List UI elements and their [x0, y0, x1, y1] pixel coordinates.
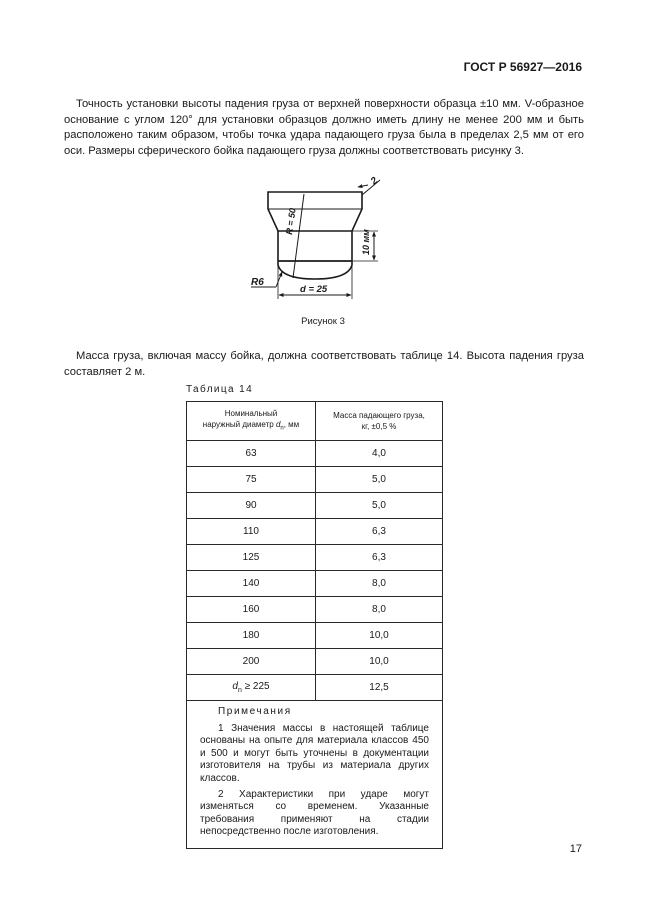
paragraph-drop-height — [64, 97, 584, 159]
cell-mass: 5,0 — [316, 467, 443, 493]
cell-diameter: 200 — [187, 649, 316, 675]
paragraph-mass — [64, 349, 584, 380]
last-row-value: ≥ 225 — [241, 681, 270, 692]
paragraph-mass-text: Масса груза, включая массу бойка, должна соответствовать таблице 14. Высота падения груза составляет 2 м. — [64, 350, 584, 378]
header-diameter-line1: Номинальный — [224, 408, 278, 418]
cell-mass-last: 12,5 — [316, 675, 443, 701]
cell-mass: 10,0 — [316, 649, 443, 675]
header-mass-line2: кг, — [361, 422, 372, 431]
diameter-label: d = 25 — [300, 284, 328, 295]
table-notes-row — [187, 701, 443, 849]
table-row — [187, 467, 443, 493]
page-number: 17 — [569, 843, 582, 855]
cell-diameter: 63 — [187, 441, 316, 467]
cell-mass: 8,0 — [316, 597, 443, 623]
mass-table — [186, 401, 443, 849]
table-row — [187, 597, 443, 623]
small-radius-arrow — [276, 272, 282, 287]
header-mass — [316, 402, 443, 441]
striker-drawing — [240, 175, 390, 305]
header-diameter-line2: наружный диаметр — [202, 419, 276, 429]
cell-diameter-last — [187, 675, 316, 701]
striker-top-outline — [268, 192, 362, 231]
cell-mass: 5,0 — [316, 493, 443, 519]
cell-mass: 4,0 — [316, 441, 443, 467]
cell-mass: 10,0 — [316, 623, 443, 649]
cell-diameter: 75 — [187, 467, 316, 493]
table-row — [187, 623, 443, 649]
cell-diameter: 110 — [187, 519, 316, 545]
last-row-sub: n — [237, 687, 242, 694]
cell-mass: 6,3 — [316, 545, 443, 571]
cell-diameter: 140 — [187, 571, 316, 597]
table-caption: Таблица 14 — [186, 384, 254, 395]
figure-striker-drawing — [240, 175, 390, 305]
notes-title: Примечания — [218, 706, 292, 717]
header-mass-line1: Масса падающего груза, — [333, 411, 425, 420]
table-header-row — [187, 402, 443, 441]
table-notes — [187, 701, 443, 849]
last-row-var: d — [232, 681, 238, 692]
figure-caption: Рисунок 3 — [301, 316, 345, 327]
header-diameter-sub: n — [280, 425, 284, 432]
table-row — [187, 649, 443, 675]
height-label: 10 мм — [361, 229, 371, 255]
header-diameter-unit: , мм — [283, 419, 300, 429]
table-row-last — [187, 675, 443, 701]
table-row — [187, 545, 443, 571]
note-2: 2 Характеристики при ударе могут изменяться со временем. Указанные требования применяют на стадии непосредственно после изготовления. — [200, 788, 429, 838]
header-diameter — [187, 402, 316, 441]
striker-spherical-head — [278, 261, 352, 279]
cell-mass: 6,3 — [316, 519, 443, 545]
paragraph-drop-height-text: Точность установки высоты падения груза от верхней поверхности образца ±10 мм. V-образное основание с углом 120° для установки образцов должно иметь длину не менее 200 мм и быть расположено таким образом, чтобы точка удара падающего груза была в пределах 2,5 мм от его оси. Размеры сферического бойка падающего груза должны соответствовать рисунку 3. — [64, 98, 584, 157]
document-code: ГОСТ Р 56927—2016 — [463, 60, 582, 74]
table-row — [187, 519, 443, 545]
radius-main-label: R = 50 — [284, 207, 298, 236]
note-1: 1 Значения массы в настоящей таблице основаны на опыте для материала классов 450 и 500 и могут быть уточнены в документации изготовителя на трубы из материала других классов. — [200, 722, 429, 784]
chamfer-label: 2 — [368, 175, 381, 188]
cell-diameter: 125 — [187, 545, 316, 571]
header-mass-tolerance: ±0,5 % — [371, 422, 397, 431]
small-radius-label: R6 — [251, 277, 264, 288]
cell-diameter: 160 — [187, 597, 316, 623]
table-row — [187, 493, 443, 519]
table-row — [187, 441, 443, 467]
cell-diameter: 180 — [187, 623, 316, 649]
radius-leader-line — [293, 194, 304, 278]
chamfer-arrow — [358, 185, 368, 187]
header-diameter-var: d — [275, 419, 281, 429]
cell-mass: 8,0 — [316, 571, 443, 597]
cell-diameter: 90 — [187, 493, 316, 519]
table-row — [187, 571, 443, 597]
